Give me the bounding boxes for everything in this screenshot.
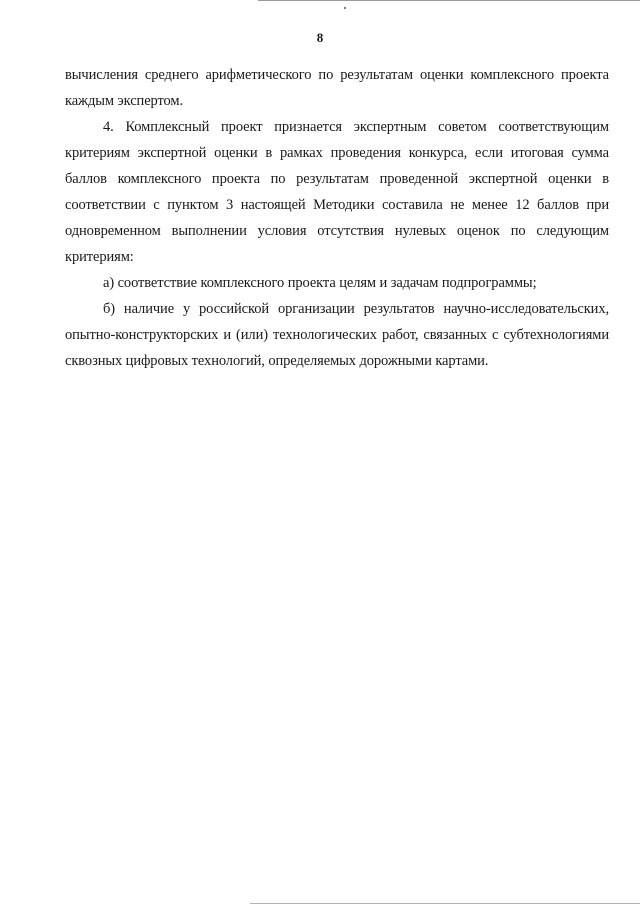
- document-body: [65, 62, 609, 374]
- paragraph-clause-4: 4. Комплексный проект признается экспертным советом соответствующим критериям экспертной оценки в рамках проведения конкурса, если итоговая сумма баллов комплексного проекта по результатам проведенной экспертной оценки в соответствии с пунктом 3 настоящей Методики составила не менее 12 баллов при одновременном выполнении условия отсутствия нулевых оценок по следующим критериям:: [65, 119, 609, 265]
- scan-edge-top: [258, 0, 640, 1]
- scan-edge-bottom: [250, 903, 640, 904]
- list-item-b: б) наличие у российской организации результатов научно-исследовательских, опытно-конструкторских и (или) технологических работ, связанных с субтехнологиями сквозных цифровых технологий, определяемых дорожными картами.: [65, 301, 609, 369]
- paragraph-continuation: вычисления среднего арифметического по результатам оценки комплексного проекта каждым экспертом.: [65, 67, 609, 109]
- page-number: 8: [316, 30, 324, 45]
- scan-speck: [344, 7, 346, 9]
- list-item-a: а) соответствие комплексного проекта целям и задачам подпрограммы;: [103, 275, 537, 291]
